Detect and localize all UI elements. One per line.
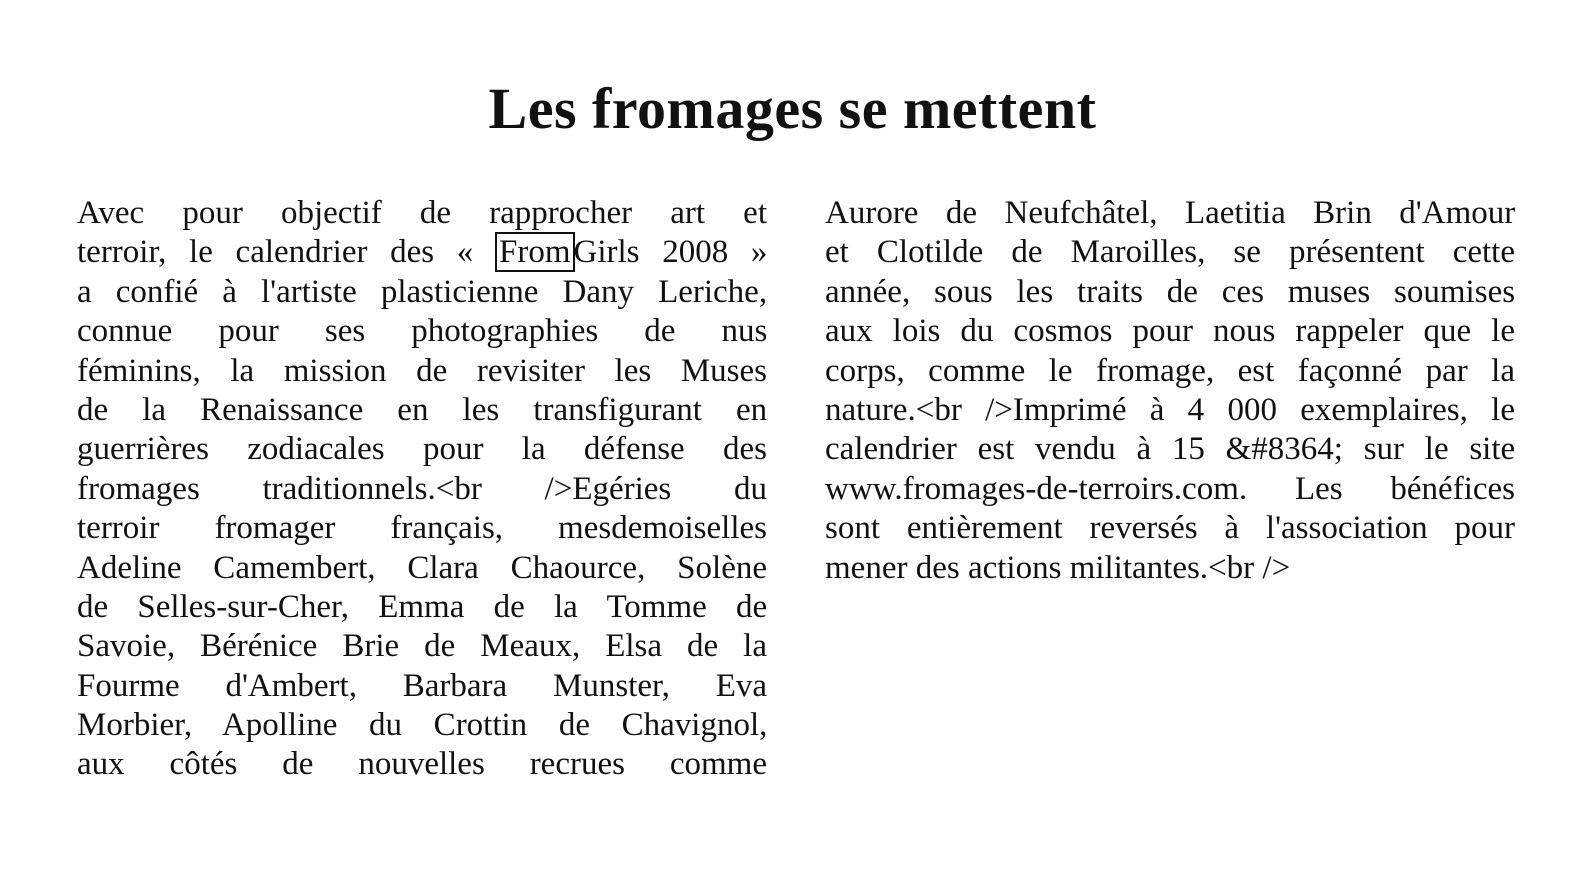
text-line: guerrières zodiacales pour la défense des: [77, 431, 767, 468]
text-line: Aurore de Neufchâtel, Laetitia Brin d'Amour: [825, 195, 1516, 231]
text-line: et Clotilde de Maroilles, se présentent cette: [825, 234, 1515, 271]
highlighted-word: From: [495, 232, 575, 272]
text-line: Morbier, Apolline du Crottin de Chavignol,: [77, 707, 768, 744]
text-line: corps, comme le fromage, est façonné par la: [825, 352, 1515, 389]
text-line: fromages traditionnels.<br />Egéries du: [77, 470, 767, 507]
text-line: terroir fromager français, mesdemoiselles: [77, 510, 767, 547]
text-line: mener des actions militantes.<br />: [825, 549, 1291, 586]
text-line: sont entièrement reversés à l'association pour: [825, 510, 1515, 547]
text-line: aux lois du cosmos pour nous rappeler que le: [825, 313, 1515, 350]
text-line: Fourme d'Ambert, Barbara Munster, Eva: [77, 667, 767, 704]
text-line-with-highlight: [77, 233, 767, 272]
text-line: année, sous les traits de ces muses soumises: [825, 273, 1516, 310]
text-line: de la Renaissance en les transfigurant en: [77, 391, 768, 428]
right-column: [825, 194, 1515, 588]
text-fragment: terroir, le calendrier des «: [77, 234, 474, 271]
article-title: Les fromages se mettent: [488, 76, 1097, 141]
text-line: Avec pour objectif de rapprocher art et: [77, 195, 767, 231]
left-column: [77, 194, 767, 785]
text-line: féminins, la mission de revisiter les Muses: [77, 352, 767, 389]
text-line: connue pour ses photographies de nus: [77, 313, 768, 350]
text-fragment: Girls 2008 »: [573, 234, 768, 271]
text-line: Savoie, Bérénice Brie de Meaux, Elsa de la: [77, 628, 767, 665]
text-line: de Selles-sur-Cher, Emma de la Tomme de: [77, 588, 768, 625]
text-line: nature.<br />Imprimé à 4 000 exemplaires, le: [825, 391, 1515, 428]
text-line: calendrier est vendu à 15 &#8364; sur le site: [825, 431, 1516, 468]
text-line: a confié à l'artiste plasticienne Dany Leriche,: [77, 273, 768, 310]
text-line: www.fromages-de-terroirs.com. Les bénéfices: [825, 470, 1515, 507]
text-line: Adeline Camembert, Clara Chaource, Solène: [77, 549, 767, 586]
text-line: aux côtés de nouvelles recrues comme: [77, 746, 767, 783]
